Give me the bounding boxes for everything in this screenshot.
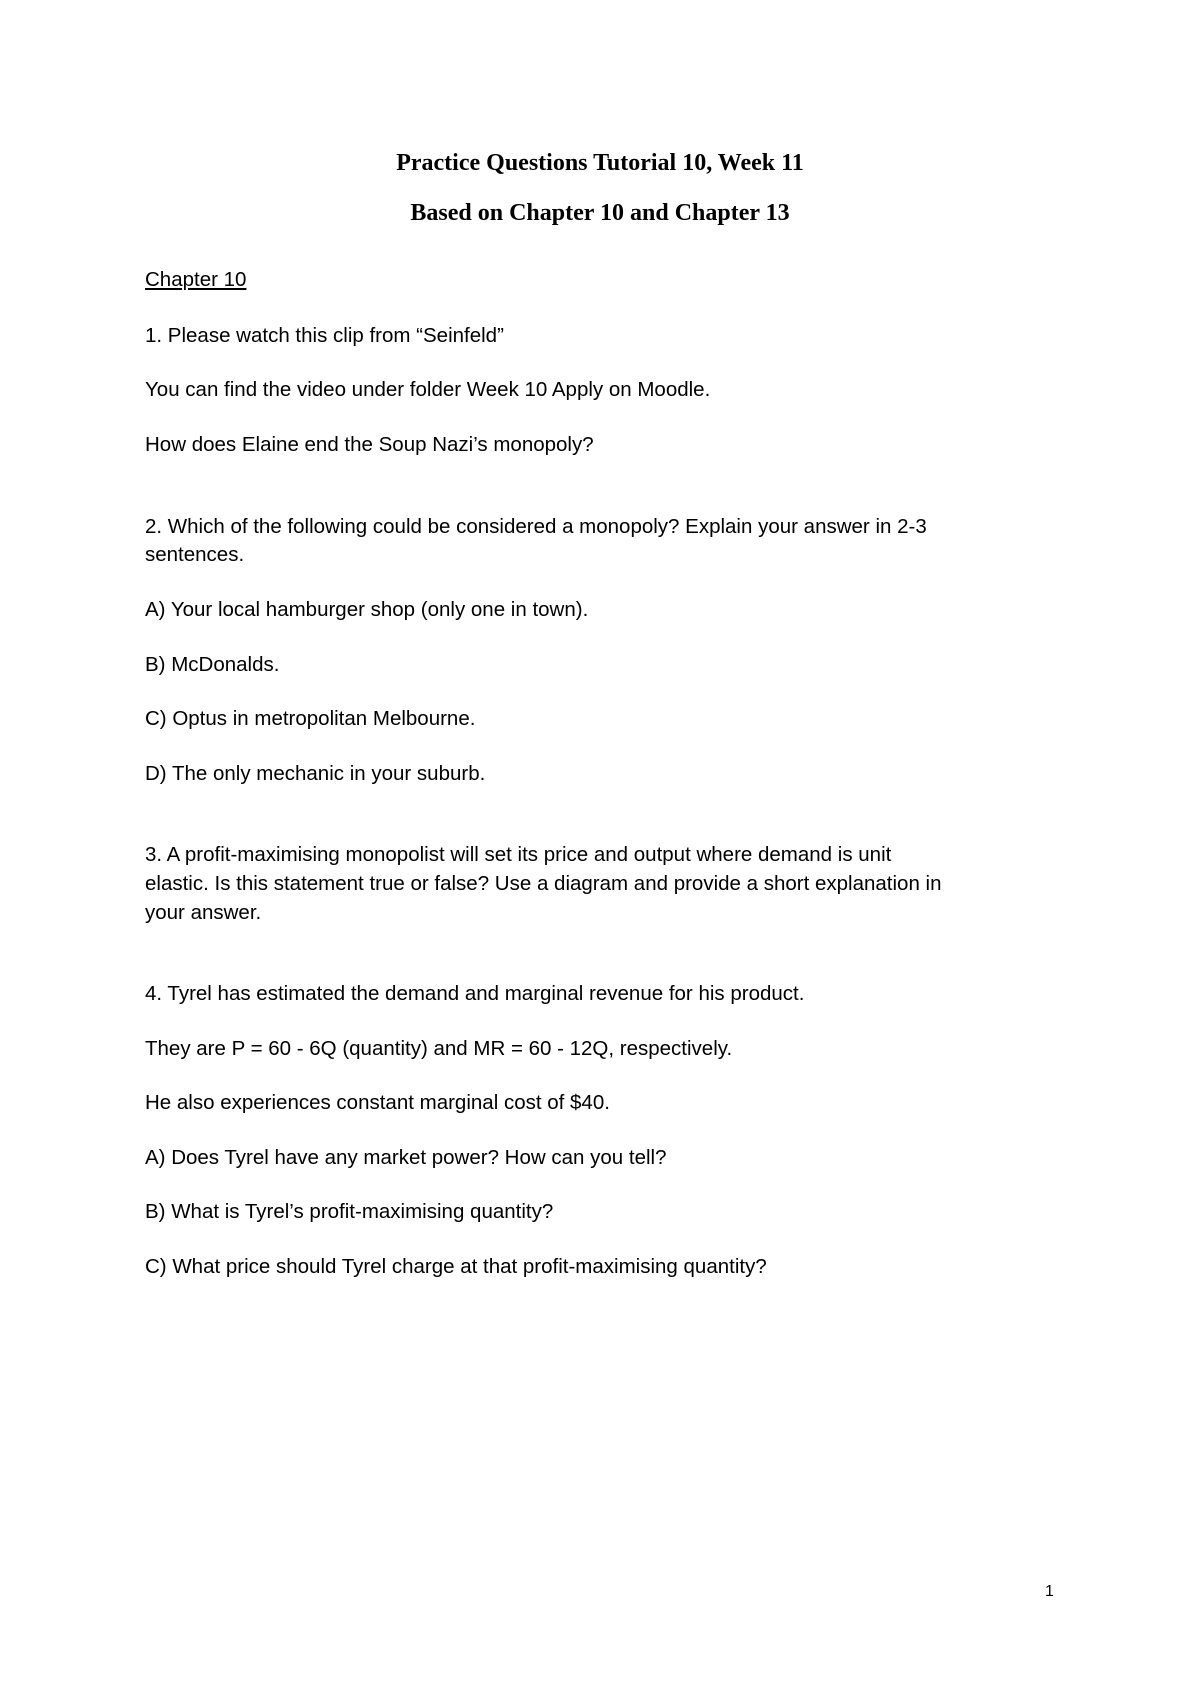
question-2-option-c: C) Optus in metropolitan Melbourne.	[145, 707, 476, 730]
question-4-intro: 4. Tyrel has estimated the demand and marginal revenue for his product.	[145, 982, 805, 1005]
question-4-equations: They are P = 60 - 6Q (quantity) and MR = 60 - 12Q, respectively.	[145, 1037, 733, 1060]
question-3-line-1: 3. A profit-maximising monopolist will set its price and output where demand is unit	[145, 843, 892, 866]
question-2-option-d: D) The only mechanic in your suburb.	[145, 762, 486, 785]
section-heading-chapter-10: Chapter 10	[145, 268, 247, 291]
question-2-option-a: A) Your local hamburger shop (only one in town).	[145, 598, 589, 621]
question-4-part-b: B) What is Tyrel’s profit-maximising quantity?	[145, 1200, 554, 1223]
question-2-prompt-line-1: 2. Which of the following could be considered a monopoly? Explain your answer in 2-3	[145, 515, 927, 538]
question-1-prompt: 1. Please watch this clip from “Seinfeld”	[145, 324, 504, 347]
page-number: 1	[1045, 1583, 1054, 1600]
question-4-part-c: C) What price should Tyrel charge at that profit-maximising quantity?	[145, 1255, 767, 1278]
question-1-question: How does Elaine end the Soup Nazi’s monopoly?	[145, 433, 594, 456]
document-title: Practice Questions Tutorial 10, Week 11	[396, 150, 804, 176]
question-4-cost: He also experiences constant marginal cost of $40.	[145, 1091, 610, 1114]
question-2-option-b: B) McDonalds.	[145, 653, 280, 676]
document-subtitle: Based on Chapter 10 and Chapter 13	[410, 200, 790, 226]
question-3-line-2: elastic. Is this statement true or false? Use a diagram and provide a short explanation in	[145, 872, 942, 895]
question-2-prompt-line-2: sentences.	[145, 543, 245, 566]
question-1-detail: You can find the video under folder Week 10 Apply on Moodle.	[145, 378, 711, 401]
question-3-line-3: your answer.	[145, 901, 262, 924]
question-4-part-a: A) Does Tyrel have any market power? How can you tell?	[145, 1146, 667, 1169]
